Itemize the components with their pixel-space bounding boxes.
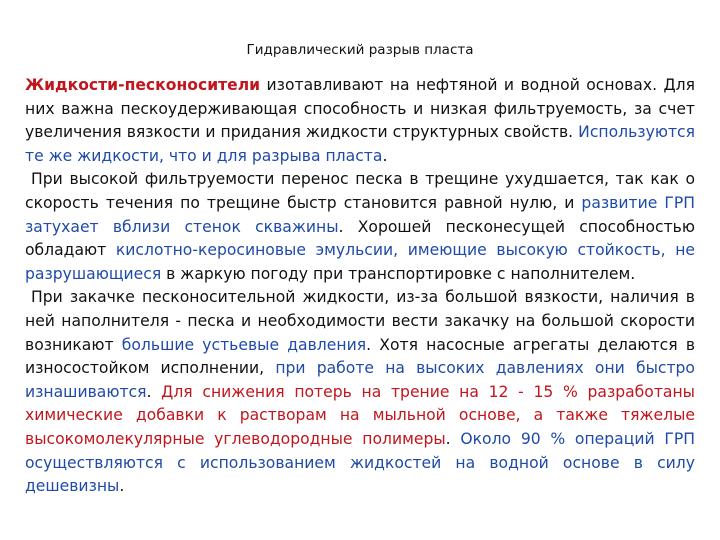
- text-span: . Хорошей песконесущей способностью обладают: [25, 217, 695, 260]
- text-span: .: [146, 382, 162, 401]
- paragraph-2: [25, 168, 695, 286]
- paragraph-1: [25, 74, 695, 168]
- text-span: .: [445, 429, 461, 448]
- term-sand-carrier-fluids: Жидкости-песконосители: [25, 76, 261, 94]
- highlight-water-based: Около 90 % операций ГРП осуществляются с использованием жидкостей на водной основе в силу дешевизны: [25, 429, 695, 496]
- text-span: При закачке песконосительной жидкости, из-за большой вязкости, наличия в ней наполнителя - песка и необходимости вести закачку на большой скорости возникают: [25, 288, 695, 354]
- text-span: . Хотя насосные агрегаты делаются в износостойком исполнении,: [25, 335, 696, 378]
- text-span: При высокой фильтруемости перенос песка в трещине ухудшается, так как о скорость течения по трещине быстр становится равной нулю, и: [25, 170, 695, 212]
- highlight-same-fluids: Используются те же жидкости, что и для разрыва пласта: [25, 123, 695, 165]
- text-span: .: [119, 477, 125, 496]
- text-span: .: [382, 146, 388, 165]
- paragraph-3: [25, 286, 695, 498]
- body-text: [25, 74, 695, 499]
- highlight-wellhead-pressure: большие устьевые давления: [121, 335, 367, 354]
- highlight-wear: при работе на высоких давлениях они быстро изнашиваются: [25, 359, 695, 401]
- highlight-frac-fades: развитие ГРП затухает вблизи стенок скважины: [25, 193, 696, 236]
- text-span: в жаркую погоду при транспортировке с наполнителем.: [161, 264, 636, 283]
- page-title: Гидравлический разрыв пласта: [246, 42, 474, 58]
- highlight-emulsions: кислотно-керосиновые эмульсии, имеющие высокую стойкость, не разрушающиеся: [25, 241, 695, 283]
- highlight-additives: Для снижения потерь на трение на 12 - 15 % разработаны химические добавки к растворам на мыльной основе, а также тяжелые высокомолекулярные углеводородные полимеры: [25, 382, 695, 448]
- text-span: изотавливают на нефтяной и водной основах. Для них важна пескоудерживающая способность и низкая фильтруемость, за счет увеличения вязкости и придания жидкости структурных свойств.: [25, 76, 695, 142]
